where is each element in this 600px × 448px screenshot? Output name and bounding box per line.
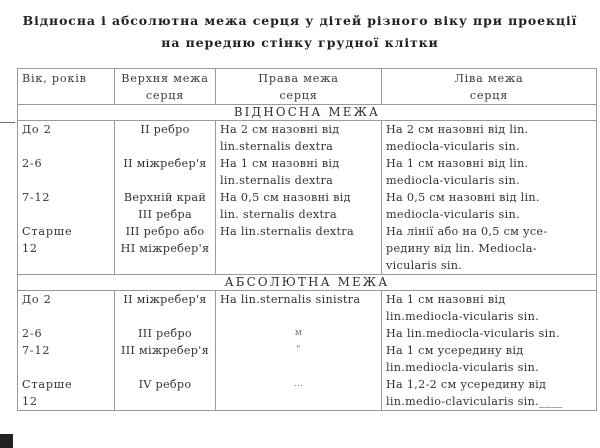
document-title-line-1: Відносна і абсолютна межа серця у дітей різного віку при проекції [22, 13, 578, 28]
header-upper-border: Верхня межа серця [115, 69, 216, 105]
section-label-absolute: АБСОЛЮТНА МЕЖА [18, 275, 597, 291]
age-cell: До 2 2-6 7-12 Старше 12 [18, 121, 115, 275]
upper-border-cell: II ребро II міжребер'я Верхній край III ребра III ребро або HI міжребер'я [115, 121, 216, 275]
right-border-cell: На lin.sternalis sinistra м " ... [216, 291, 382, 411]
document-title-line-2: на передню стінку грудної клітки [161, 35, 439, 50]
table-row [18, 291, 597, 411]
section-row-absolute [18, 275, 597, 291]
header-left-border: Ліва межа серця [382, 69, 597, 105]
upper-border-cell: II міжребер'я III ребро III міжребер'я IV ребро [115, 291, 216, 411]
right-border-cell: На 2 см назовні від lin.sternalis dextra На 1 см назовні від lin.sternalis dextra На 0,5 см назовні від lin. sternalis dextra На lin.sternalis dextra [216, 121, 382, 275]
age-cell: До 2 2-6 7-12 Старше 12 [18, 291, 115, 411]
corner-block [0, 434, 13, 448]
section-label-relative: ВІДНОСНА МЕЖА [18, 105, 597, 121]
table-row [18, 121, 597, 275]
left-border-cell: На 1 см назовні від lin.mediocla-vicularis sin. На lin.mediocla-vicularis sin. На 1 см усередину від lin.mediocla-vicularis sin. На 1,2-2 см усередину від lin.medio-clavicularis sin.____ [382, 291, 597, 411]
heart-borders-table [17, 68, 597, 411]
table-header-row [18, 69, 597, 105]
margin-line [0, 122, 15, 123]
left-border-cell: На 2 см назовні від lin. mediocla-vicularis sin. На 1 см назовні від lin. mediocla-vicularis sin. На 0,5 см назовні від lin. mediocla-vicularis sin. На лінії або на 0,5 см усе- редину від lin. Mediocla- vicularis sin. [382, 121, 597, 275]
header-right-border: Права межа серця [216, 69, 382, 105]
section-row-relative [18, 105, 597, 121]
header-age: Вік, років [18, 69, 115, 105]
